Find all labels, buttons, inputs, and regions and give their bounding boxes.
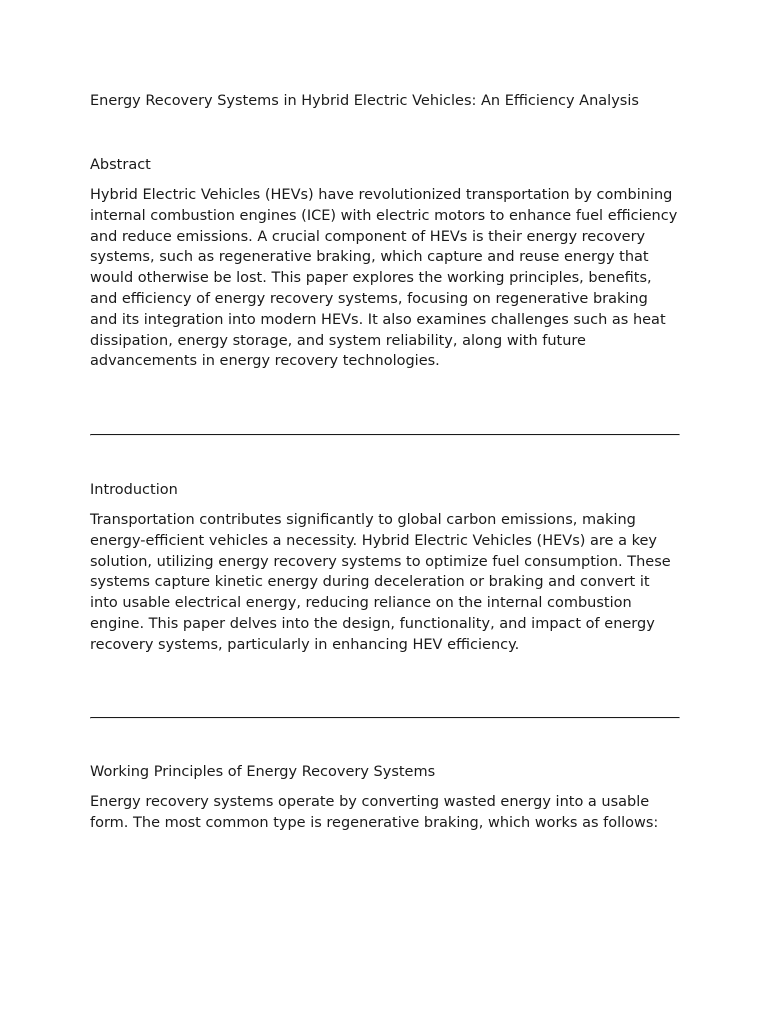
section-body-abstract: Hybrid Electric Vehicles (HEVs) have revolutionized transportation by combining internal combustion engines (ICE) with electric motors to enhance fuel efficiency and reduce emissions. A crucial component of HEVs is their energy recovery systems, such as regenerative braking, which capture and reuse energy that would otherwise be lost. This paper explores the working principles, benefits, and efficiency of energy recovery systems, focusing on regenerative braking and its integration into modern HEVs. It also examines challenges such as heat dissipation, energy storage, and system reliability, along with future advancements in energy recovery technologies. [90,187,678,370]
section-heading-working-principles: Working Principles of Energy Recovery Systems [90,764,436,780]
section-body-working-principles: Energy recovery systems operate by converting wasted energy into a usable form. The most common type is regenerative braking, which works as follows: [90,794,659,831]
document-title: Energy Recovery Systems in Hybrid Electric Vehicles: An Efficiency Analysis [90,93,639,109]
section-heading-abstract: Abstract [90,157,151,173]
section-divider [90,717,680,719]
section-divider [90,434,680,436]
section-body-introduction: Transportation contributes significantly to global carbon emissions, making energy-efficient vehicles a necessity. Hybrid Electric Vehicles (HEVs) are a key solution, utilizing energy recovery systems to optimize fuel consumption. These systems capture kinetic energy during deceleration or braking and convert it into usable electrical energy, reducing reliance on the internal combustion engine. This paper delves into the design, functionality, and impact of energy recovery systems, particularly in enhancing HEV efficiency. [90,512,671,653]
section-heading-introduction: Introduction [90,482,178,498]
